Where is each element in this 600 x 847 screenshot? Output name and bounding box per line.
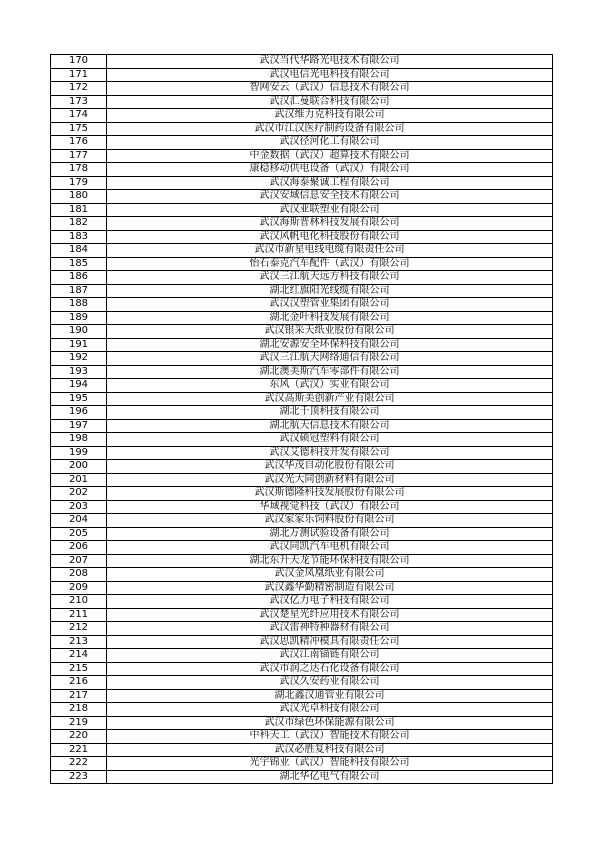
company-name-cell: 武汉鑫华勤精密制造有限公司	[107, 581, 553, 595]
company-name-cell: 湖北航天信息技术有限公司	[107, 419, 553, 433]
company-name-cell: 武汉海斯普林科技发展有限公司	[107, 217, 553, 231]
table-row	[51, 352, 553, 366]
company-name-cell: 光宇锦业（武汉）智能科技有限公司	[107, 757, 553, 771]
company-name-cell: 中金数据（武汉）超算技术有限公司	[107, 149, 553, 163]
company-name-cell: 武汉艾德科技开发有限公司	[107, 446, 553, 460]
table-row	[51, 595, 553, 609]
table-row	[51, 514, 553, 528]
row-number-cell: 185	[51, 257, 107, 271]
table-row	[51, 406, 553, 420]
row-number-cell: 212	[51, 622, 107, 636]
row-number-cell: 170	[51, 55, 107, 69]
row-number-cell: 217	[51, 689, 107, 703]
row-number-cell: 183	[51, 230, 107, 244]
row-number-cell: 219	[51, 716, 107, 730]
row-number-cell: 177	[51, 149, 107, 163]
table-row	[51, 743, 553, 757]
table-row	[51, 419, 553, 433]
company-name-cell: 湖北鑫汉通管业有限公司	[107, 689, 553, 703]
row-number-cell: 173	[51, 95, 107, 109]
table-row	[51, 122, 553, 136]
table-row	[51, 703, 553, 717]
table-row	[51, 203, 553, 217]
company-name-cell: 湖北万测试验设备有限公司	[107, 527, 553, 541]
row-number-cell: 181	[51, 203, 107, 217]
company-name-cell: 武汉银采天纸业股份有限公司	[107, 325, 553, 339]
company-name-cell: 中科天工（武汉）智能技术有限公司	[107, 730, 553, 744]
row-number-cell: 200	[51, 460, 107, 474]
row-number-cell: 205	[51, 527, 107, 541]
row-number-cell: 172	[51, 82, 107, 96]
company-name-cell: 武汉汇曼联合科技有限公司	[107, 95, 553, 109]
table-row	[51, 433, 553, 447]
table-row	[51, 163, 553, 177]
table-row	[51, 149, 553, 163]
row-number-cell: 176	[51, 136, 107, 150]
table-row	[51, 244, 553, 258]
table-row	[51, 689, 553, 703]
company-name-cell: 武汉风帆电化科技股份有限公司	[107, 230, 553, 244]
company-name-cell: 武汉华茂自动化股份有限公司	[107, 460, 553, 474]
table-row	[51, 568, 553, 582]
table-row	[51, 541, 553, 555]
row-number-cell: 171	[51, 68, 107, 82]
row-number-cell: 180	[51, 190, 107, 204]
row-number-cell: 178	[51, 163, 107, 177]
row-number-cell: 203	[51, 500, 107, 514]
table-row	[51, 311, 553, 325]
company-name-cell: 武汉必胜复科技有限公司	[107, 743, 553, 757]
row-number-cell: 213	[51, 635, 107, 649]
table-row	[51, 527, 553, 541]
row-number-cell: 220	[51, 730, 107, 744]
table-row	[51, 608, 553, 622]
table-row	[51, 635, 553, 649]
row-number-cell: 218	[51, 703, 107, 717]
company-name-cell: 武汉汉塑管业集团有限公司	[107, 298, 553, 312]
company-name-cell: 湖北澳美斯汽车零部件有限公司	[107, 365, 553, 379]
company-name-cell: 武汉江南锚链有限公司	[107, 649, 553, 663]
company-name-cell: 武汉硕冠塑料有限公司	[107, 433, 553, 447]
company-name-cell: 武汉市江汉医疗制药设备有限公司	[107, 122, 553, 136]
company-name-cell: 湖北东升天龙节能环保科技有限公司	[107, 554, 553, 568]
row-number-cell: 204	[51, 514, 107, 528]
company-name-cell: 武汉三江航天远方科技有限公司	[107, 271, 553, 285]
company-name-cell: 华域视觉科技（武汉）有限公司	[107, 500, 553, 514]
row-number-cell: 201	[51, 473, 107, 487]
company-name-cell: 武汉家家乐饲料股份有限公司	[107, 514, 553, 528]
row-number-cell: 199	[51, 446, 107, 460]
table-row	[51, 379, 553, 393]
row-number-cell: 195	[51, 392, 107, 406]
row-number-cell: 198	[51, 433, 107, 447]
company-name-cell: 武汉斯德隆科技发展股份有限公司	[107, 487, 553, 501]
table-row	[51, 716, 553, 730]
row-number-cell: 214	[51, 649, 107, 663]
company-name-cell: 武汉市新星电线电缆有限责任公司	[107, 244, 553, 258]
company-name-cell: 武汉维力克科技有限公司	[107, 109, 553, 123]
company-name-cell: 康稳移动供电设备（武汉）有限公司	[107, 163, 553, 177]
company-name-cell: 湖北千顶科技有限公司	[107, 406, 553, 420]
row-number-cell: 222	[51, 757, 107, 771]
table-row	[51, 190, 553, 204]
table-row	[51, 271, 553, 285]
row-number-cell: 210	[51, 595, 107, 609]
table-row	[51, 487, 553, 501]
table-row	[51, 230, 553, 244]
company-name-cell: 武汉思凯精冲模具有限责任公司	[107, 635, 553, 649]
table-row	[51, 649, 553, 663]
company-name-cell: 武汉光卓科技有限公司	[107, 703, 553, 717]
company-name-cell: 湖北安源安全环保科技有限公司	[107, 338, 553, 352]
row-number-cell: 192	[51, 352, 107, 366]
company-name-cell: 武汉径河化工有限公司	[107, 136, 553, 150]
table-row	[51, 662, 553, 676]
row-number-cell: 175	[51, 122, 107, 136]
row-number-cell: 197	[51, 419, 107, 433]
table-row	[51, 554, 553, 568]
table-row	[51, 365, 553, 379]
table-row	[51, 446, 553, 460]
company-name-cell: 武汉楚星光纤应用技术有限公司	[107, 608, 553, 622]
company-name-cell: 武汉电信光电科技有限公司	[107, 68, 553, 82]
table-row	[51, 770, 553, 784]
table-row	[51, 217, 553, 231]
company-name-cell: 武汉久安药业有限公司	[107, 676, 553, 690]
row-number-cell: 187	[51, 284, 107, 298]
company-name-cell: 武汉三江航天网络通信有限公司	[107, 352, 553, 366]
company-name-cell: 武汉安域信息安全技术有限公司	[107, 190, 553, 204]
company-list-body	[51, 55, 553, 784]
company-name-cell: 武汉同凯汽车电机有限公司	[107, 541, 553, 555]
row-number-cell: 208	[51, 568, 107, 582]
row-number-cell: 182	[51, 217, 107, 231]
row-number-cell: 189	[51, 311, 107, 325]
company-name-cell: 武汉市润之达石化设备有限公司	[107, 662, 553, 676]
company-name-cell: 怡石泰克汽车配件（武汉）有限公司	[107, 257, 553, 271]
row-number-cell: 209	[51, 581, 107, 595]
table-row	[51, 55, 553, 69]
row-number-cell: 186	[51, 271, 107, 285]
company-name-cell: 武汉金凤凰纸业有限公司	[107, 568, 553, 582]
row-number-cell: 174	[51, 109, 107, 123]
row-number-cell: 223	[51, 770, 107, 784]
company-list-table	[50, 54, 553, 784]
table-row	[51, 338, 553, 352]
row-number-cell: 215	[51, 662, 107, 676]
row-number-cell: 211	[51, 608, 107, 622]
row-number-cell: 202	[51, 487, 107, 501]
company-name-cell: 武汉高斯美创新产业有限公司	[107, 392, 553, 406]
row-number-cell: 191	[51, 338, 107, 352]
table-row	[51, 284, 553, 298]
table-row	[51, 95, 553, 109]
company-name-cell: 武汉市绿色环保能源有限公司	[107, 716, 553, 730]
row-number-cell: 190	[51, 325, 107, 339]
table-row	[51, 676, 553, 690]
table-row	[51, 622, 553, 636]
table-row	[51, 581, 553, 595]
company-name-cell: 武汉光大同创新材料有限公司	[107, 473, 553, 487]
table-row	[51, 460, 553, 474]
company-name-cell: 智网安云（武汉）信息技术有限公司	[107, 82, 553, 96]
table-row	[51, 500, 553, 514]
row-number-cell: 207	[51, 554, 107, 568]
table-row	[51, 136, 553, 150]
table-row	[51, 757, 553, 771]
row-number-cell: 193	[51, 365, 107, 379]
company-name-cell: 湖北红旗阳光线缆有限公司	[107, 284, 553, 298]
row-number-cell: 221	[51, 743, 107, 757]
company-name-cell: 武汉当代华路光电技术有限公司	[107, 55, 553, 69]
row-number-cell: 206	[51, 541, 107, 555]
table-row	[51, 325, 553, 339]
table-row	[51, 392, 553, 406]
company-name-cell: 武汉亿力电子科技有限公司	[107, 595, 553, 609]
row-number-cell: 194	[51, 379, 107, 393]
table-row	[51, 109, 553, 123]
table-row	[51, 257, 553, 271]
table-row	[51, 298, 553, 312]
table-row	[51, 176, 553, 190]
table-row	[51, 730, 553, 744]
table-row	[51, 82, 553, 96]
row-number-cell: 216	[51, 676, 107, 690]
row-number-cell: 184	[51, 244, 107, 258]
row-number-cell: 179	[51, 176, 107, 190]
company-name-cell: 湖北华亿电气有限公司	[107, 770, 553, 784]
table-row	[51, 68, 553, 82]
row-number-cell: 196	[51, 406, 107, 420]
company-name-cell: 湖北金叶科技发展有限公司	[107, 311, 553, 325]
company-name-cell: 武汉雷神特种器材有限公司	[107, 622, 553, 636]
company-name-cell: 东风（武汉）实业有限公司	[107, 379, 553, 393]
row-number-cell: 188	[51, 298, 107, 312]
company-name-cell: 武汉海泰聚诚工程有限公司	[107, 176, 553, 190]
company-name-cell: 武汉亚联塑业有限公司	[107, 203, 553, 217]
table-row	[51, 473, 553, 487]
